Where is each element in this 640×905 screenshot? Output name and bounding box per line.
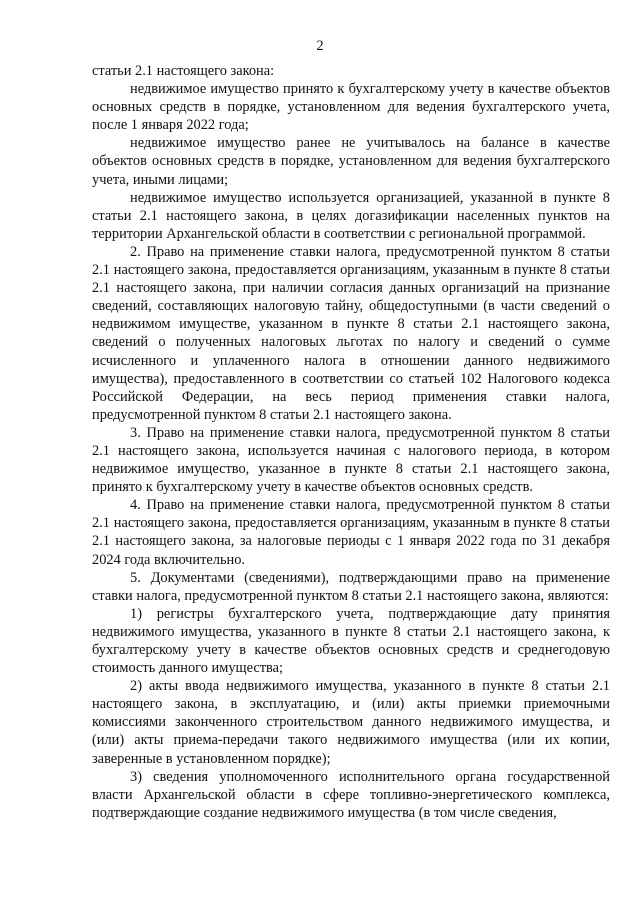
- paragraph-item-4: 4. Право на применение ставки налога, предусмотренной пунктом 8 статьи 2.1 настоящего закона, предоставляется организациям, указанным в пункте 8 статьи 2.1 настоящего закона, за налоговые периоды с 1 января 2022 года по 31 декабря 2024 года включительно.: [92, 497, 610, 568]
- paragraph-item-2: 2. Право на применение ставки налога, предусмотренной пунктом 8 статьи 2.1 настоящего закона, предоставляется организациям, указанным в пункте 8 статьи 2.1 настоящего закона, при наличии согласия данных организаций на признание сведений, составляющих налоговую тайну, общедоступными (в части сведений о недвижимом имуществе, указанном в пункте 8 статьи 2.1 настоящего закона, сведений о полученных налоговых льготах по налогу и сведений о сумме исчисленного и уплаченного налога в отношении данного недвижимого имущества), предоставленного в соответствии со статьей 102 Налогового кодекса Российской Федерации, на весь период применения ставки налога, предусмотренной пунктом 8 статьи 2.1 настоящего закона.: [92, 243, 610, 423]
- paragraph-item-5: 5. Документами (сведениями), подтверждающими право на применение ставки налога, предусмотренной пунктом 8 статьи 2.1 настоящего закона, являются:: [92, 569, 610, 604]
- paragraph-continuation: статьи 2.1 настоящего закона:: [92, 63, 275, 79]
- paragraph-subitem-1: 1) регистры бухгалтерского учета, подтверждающие дату принятия недвижимого имущества, указанного в пункте 8 статьи 2.1 настоящего закона, к бухгалтерскому учету в качестве объектов основных средств и среднегодовую стоимость данного имущества;: [92, 605, 610, 677]
- paragraph-item-3: 3. Право на применение ставки налога, предусмотренной пунктом 8 статьи 2.1 настоящего закона, используется начиная с налогового периода, в котором недвижимое имущество, указанное в пункте 8 статьи 2.1 настоящего закона, принято к бухгалтерскому учету в качестве объектов основных средств.: [92, 424, 610, 496]
- paragraph-condition-1: недвижимое имущество принято к бухгалтерскому учету в качестве объектов основных средств в порядке, установленном для ведения бухгалтерского учета, после 1 января 2022 года;: [92, 81, 610, 134]
- page-number: 2: [316, 38, 324, 54]
- paragraph-condition-3: недвижимое имущество используется организацией, указанной в пункте 8 статьи 2.1 настоящего закона, в целях догазификации населенных пунктов на территории Архангельской области в соответствии с региональной программой.: [92, 189, 610, 242]
- paragraph-subitem-2: 2) акты ввода недвижимого имущества, указанного в пункте 8 статьи 2.1 настоящего закона, в эксплуатацию, и (или) акты приемки приемочными комиссиями законченного строительством данного недвижимого имущества, и (или) акты приема-передачи такого недвижимого имущества (или их копии, заверенные в установленном порядке);: [92, 678, 610, 767]
- document-body: [92, 62, 610, 822]
- paragraph-subitem-3: 3) сведения уполномоченного исполнительного органа государственной власти Архангельской области в сфере топливно-энергетического комплекса, подтверждающие создание недвижимого имущества (в том числе сведения,: [92, 768, 610, 821]
- paragraph-condition-2: недвижимое имущество ранее не учитывалось на балансе в качестве объектов основных средств в порядке, установленном для ведения бухгалтерского учета, иными лицами;: [92, 135, 610, 188]
